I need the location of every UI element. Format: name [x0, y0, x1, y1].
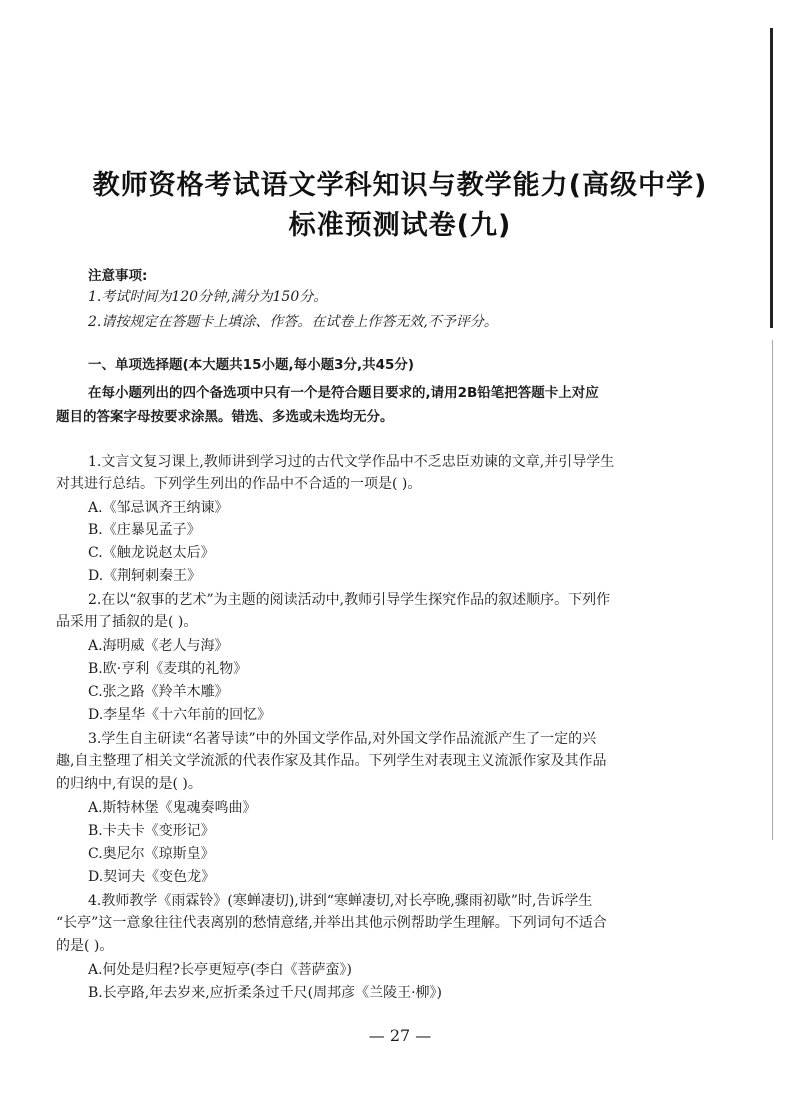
exam-title-line1: 教师资格考试语文学科知识与教学能力(高级中学): [92, 170, 708, 201]
question-1-option-c: C.《触龙说赵太后》: [88, 545, 215, 561]
page-number: — 27 —: [368, 1026, 432, 1045]
question-4-stem: 的是( )。: [56, 938, 114, 954]
question-2-option-d: D.李星华《十六年前的回忆》: [88, 707, 272, 723]
question-1-option-d: D.《荆轲刺秦王》: [88, 568, 202, 584]
question-1-option-a: A.《邹忌讽齐王纳谏》: [88, 500, 229, 516]
binding-edge-line-faint: [772, 340, 773, 840]
question-4-stem: “长亭”这一意象往往代表离别的愁情意绪,并举出其他示例帮助学生理解。下列词句不适合: [56, 915, 607, 931]
question-2-stem: 品采用了插叙的是( )。: [56, 614, 198, 630]
notice-item: 1.考试时间为120分钟,满分为150分。: [88, 289, 328, 305]
question-4-stem: 4.教师教学《雨霖铃》(寒蝉凄切),讲到“寒蝉凄切,对长亭晚,骤雨初歇”时,告诉学生: [88, 893, 593, 909]
question-3-stem: 的归纳中,有误的是( )。: [56, 776, 202, 792]
question-3-option-b: B.卡夫卡《变形记》: [88, 823, 215, 839]
question-2-option-b: B.欧·亨利《麦琪的礼物》: [88, 661, 248, 677]
question-2-option-a: A.海明威《老人与海》: [88, 638, 229, 654]
binding-edge-line: [770, 28, 773, 328]
section-heading: 一、单项选择题(本大题共15小题,每小题3分,共45分): [88, 357, 415, 373]
exam-title-line2: 标准预测试卷(九): [288, 210, 512, 241]
question-2-stem: 2.在以“叙事的艺术”为主题的阅读活动中,教师引导学生探究作品的叙述顺序。下列作: [88, 592, 611, 608]
notice-heading: 注意事项:: [88, 268, 148, 284]
question-3-option-a: A.斯特林堡《鬼魂奏鸣曲》: [88, 800, 257, 816]
question-3-stem: 趣,自主整理了相关文学流派的代表作家及其作品。下列学生对表现主义流派作家及其作品: [56, 753, 607, 769]
question-1-stem: 对其进行总结。下列学生列出的作品中不合适的一项是( )。: [56, 476, 422, 492]
question-3-stem: 3.学生自主研读“名著导读”中的外国文学作品,对外国文学作品流派产生了一定的兴: [88, 731, 597, 747]
section-instructions: [56, 381, 708, 429]
question-3-option-c: C.奥尼尔《琼斯皇》: [88, 846, 215, 862]
instruction-line: 在每小题列出的四个备选项中只有一个是符合题目要求的,请用2B铅笔把答题卡上对应: [88, 385, 599, 401]
instruction-line: 题目的答案字母按要求涂黑。错选、多选或未选均无分。: [56, 409, 394, 425]
question-3-option-d: D.契诃夫《变色龙》: [88, 869, 216, 885]
question-1-stem: 1.文言文复习课上,教师讲到学习过的古代文学作品中不乏忠臣劝谏的文章,并引导学生: [88, 454, 615, 470]
question-4-option-a: A.何处是归程?长亭更短亭(李白《菩萨蛮》): [88, 962, 352, 978]
notice-item: 2.请按规定在答题卡上填涂、作答。在试卷上作答无效,不予评分。: [88, 314, 498, 330]
question-2-option-c: C.张之路《羚羊木雕》: [88, 684, 229, 700]
question-4-option-b: B.长亭路,年去岁来,应折柔条过千尺(周邦彦《兰陵王·柳》): [88, 985, 443, 1001]
question-1-option-b: B.《庄暴见孟子》: [88, 522, 201, 538]
